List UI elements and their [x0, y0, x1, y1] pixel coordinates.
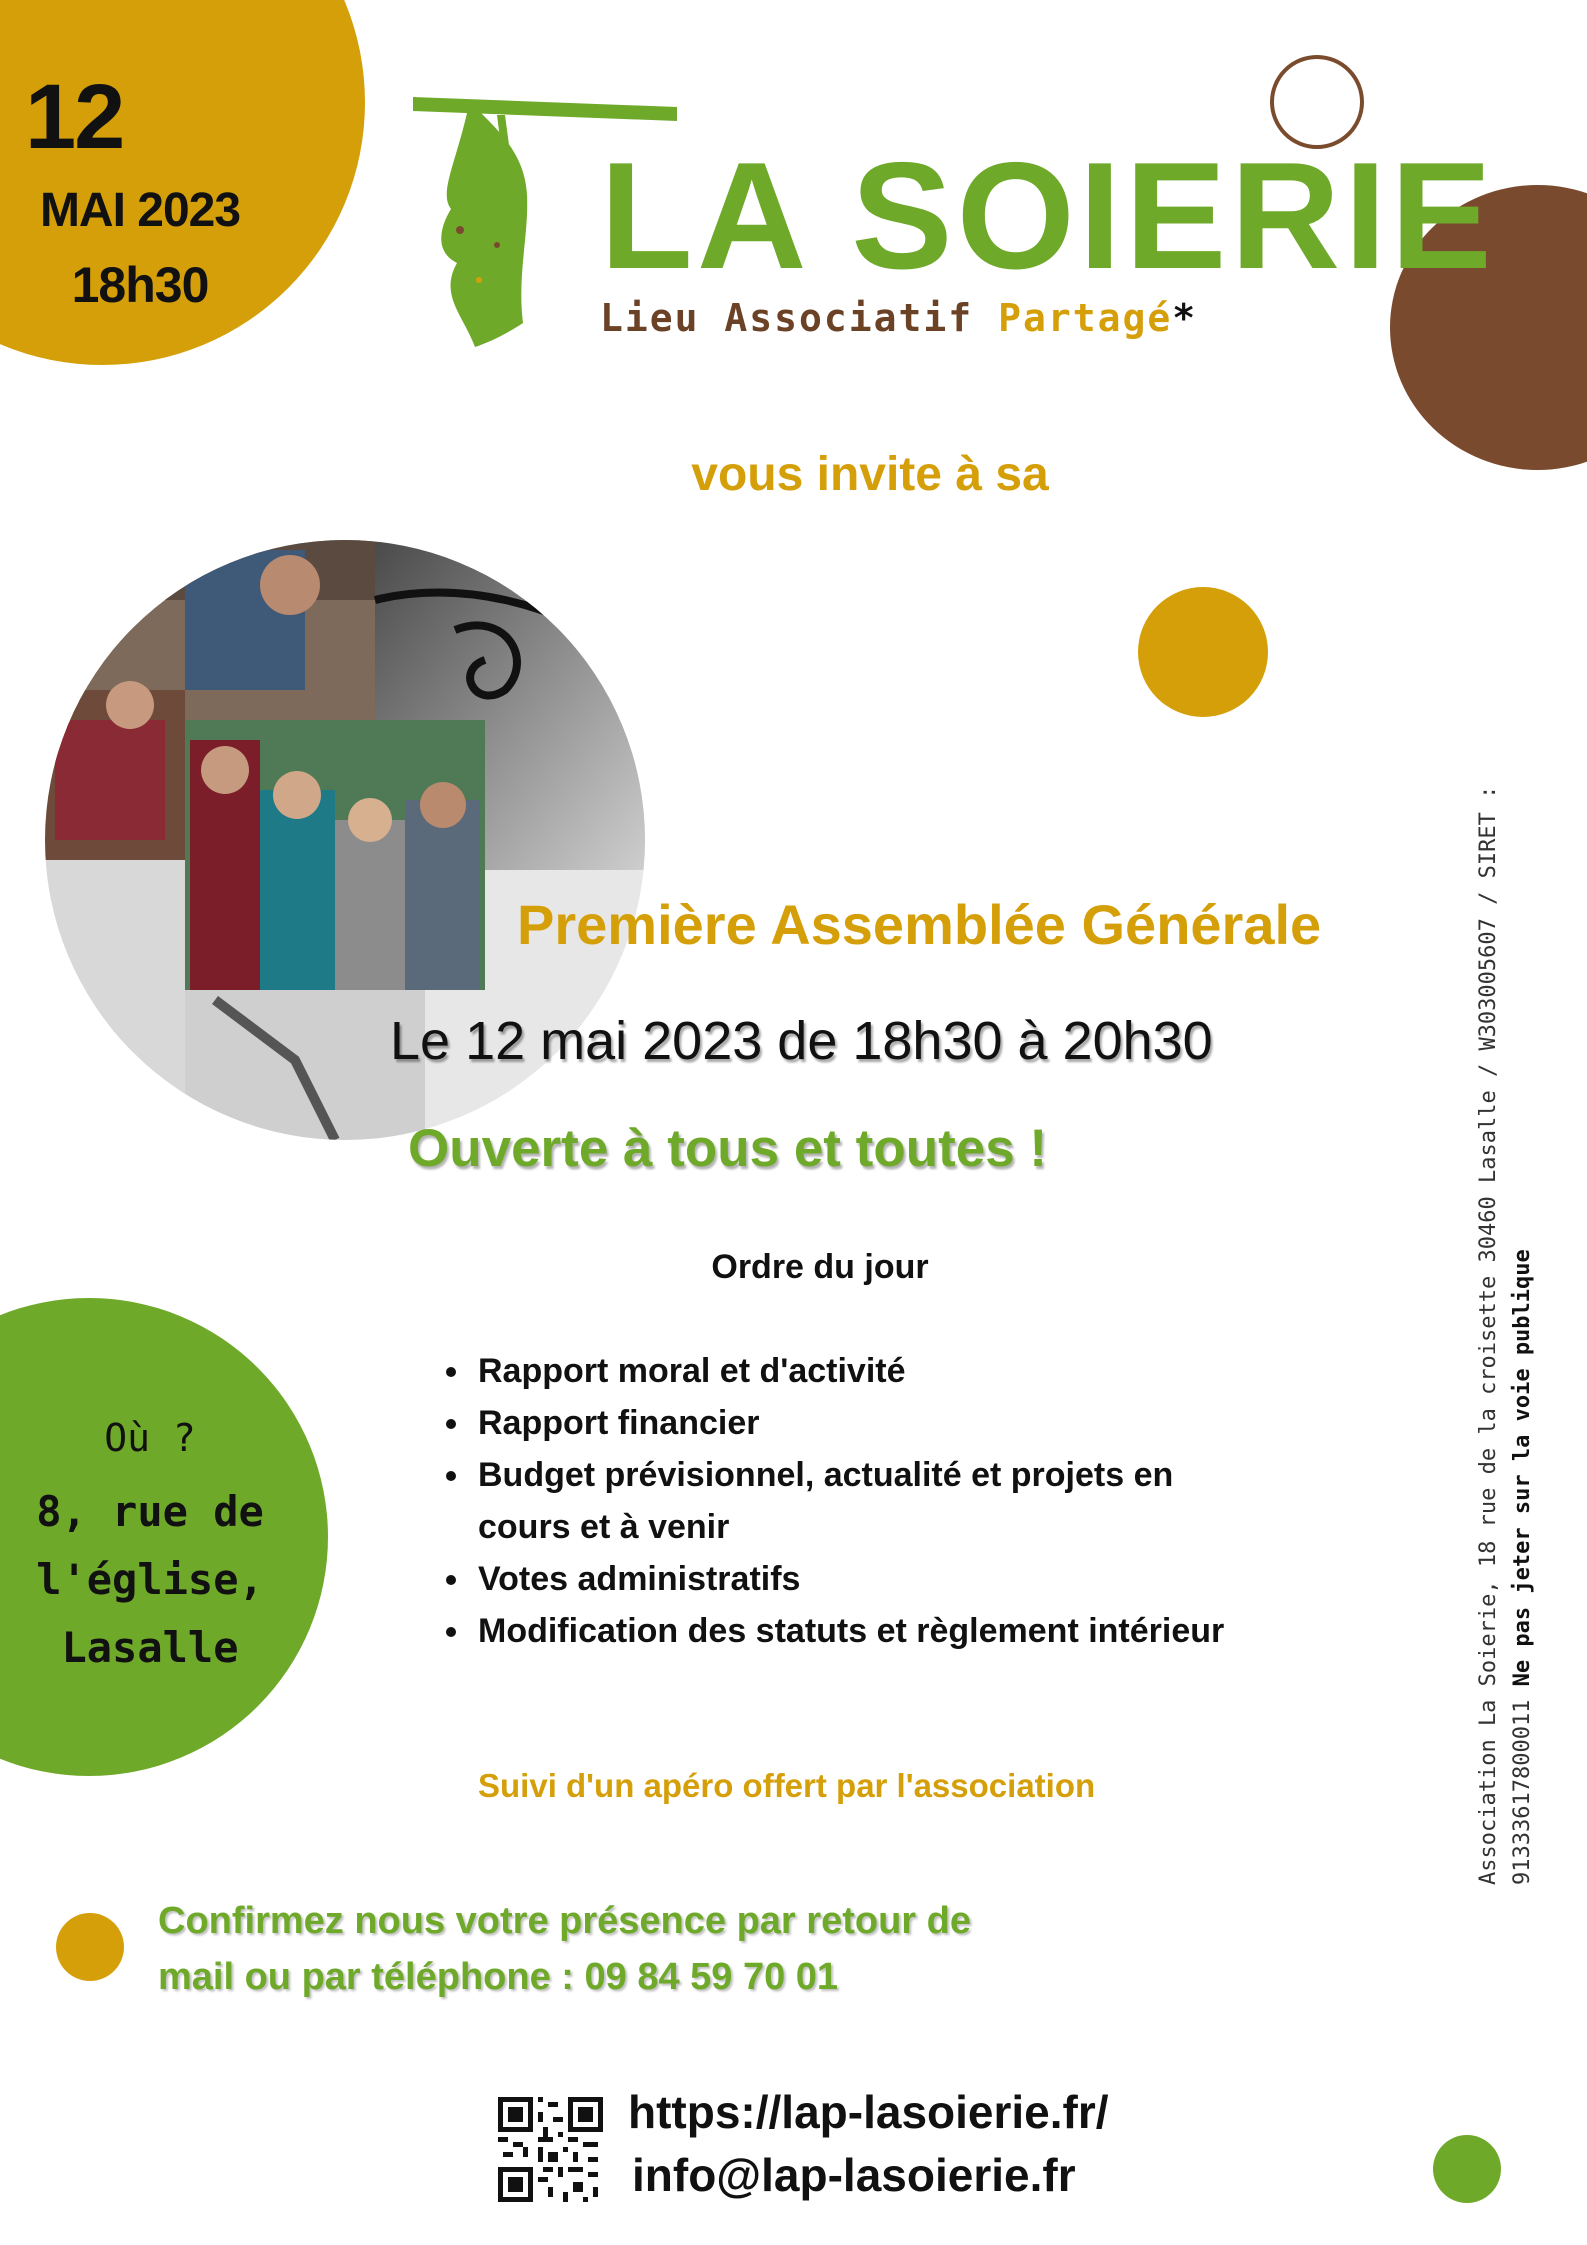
agenda-item: Modification des statuts et règlement intérieur — [440, 1605, 1240, 1657]
legal-side-text — [1472, 545, 1540, 1885]
confirmation-line-1: Confirmez nous votre présence par retour de — [158, 1900, 971, 1942]
qr-code-icon[interactable] — [498, 2097, 603, 2202]
date-day: 12 — [25, 66, 124, 168]
location-line: 8, rue de — [36, 1487, 264, 1536]
agenda-item: Budget prévisionnel, actualité et projets en cours et à venir — [440, 1449, 1240, 1553]
email-link[interactable]: info@lap-lasoierie.fr — [632, 2149, 1076, 2201]
legal-line-1: Association La Soierie, 18 rue de la croisette 30460 Lasalle / W303005607 / SIRET : — [1476, 785, 1501, 1885]
logo-asterisk: * — [1172, 296, 1198, 340]
event-open-line: Ouverte à tous et toutes ! — [408, 1119, 1048, 1178]
agenda-item: Rapport financier — [440, 1397, 1240, 1449]
logo-subtitle-part2: Partagé — [998, 296, 1173, 340]
decorative-gold-circle — [1138, 587, 1268, 717]
decorative-gold-dot — [56, 1913, 124, 1981]
agenda-title: Ordre du jour — [711, 1248, 929, 1286]
location-line: l'église, — [36, 1555, 264, 1604]
confirmation-line-2: mail ou par téléphone : 09 84 59 70 01 — [158, 1956, 839, 1998]
event-date-line: Le 12 mai 2023 de 18h30 à 20h30 — [390, 1011, 1213, 1071]
agenda-item: Votes administratifs — [440, 1553, 1240, 1605]
legal-siret: 91333617800011 — [1510, 1699, 1535, 1885]
location-line: Lasalle — [61, 1623, 239, 1672]
agenda-list — [440, 1345, 1240, 1657]
website-link[interactable]: https://lap-lasoierie.fr/ — [628, 2086, 1109, 2138]
decorative-green-dot — [1433, 2135, 1501, 2203]
legal-notice: Ne pas jeter sur la voie publique — [1510, 1249, 1535, 1687]
agenda-item: Rapport moral et d'activité — [440, 1345, 1240, 1397]
logo-subtitle — [600, 296, 1197, 340]
logo-title: LA SOIERIE — [600, 131, 1496, 301]
date-time: 18h30 — [71, 257, 209, 313]
date-month-year: MAI 2023 — [39, 184, 241, 237]
legal-line-2 — [1506, 545, 1540, 1885]
apero-text: Suivi d'un apéro offert par l'association — [478, 1767, 1096, 1804]
confirmation-block — [158, 1893, 971, 2005]
logo-subtitle-part1: Lieu Associatif — [600, 296, 974, 340]
location-label: Où ? — [104, 1416, 196, 1460]
location-block — [0, 1410, 300, 1682]
invite-text: vous invite à sa — [691, 448, 1049, 501]
event-title: Première Assemblée Générale — [517, 893, 1322, 956]
